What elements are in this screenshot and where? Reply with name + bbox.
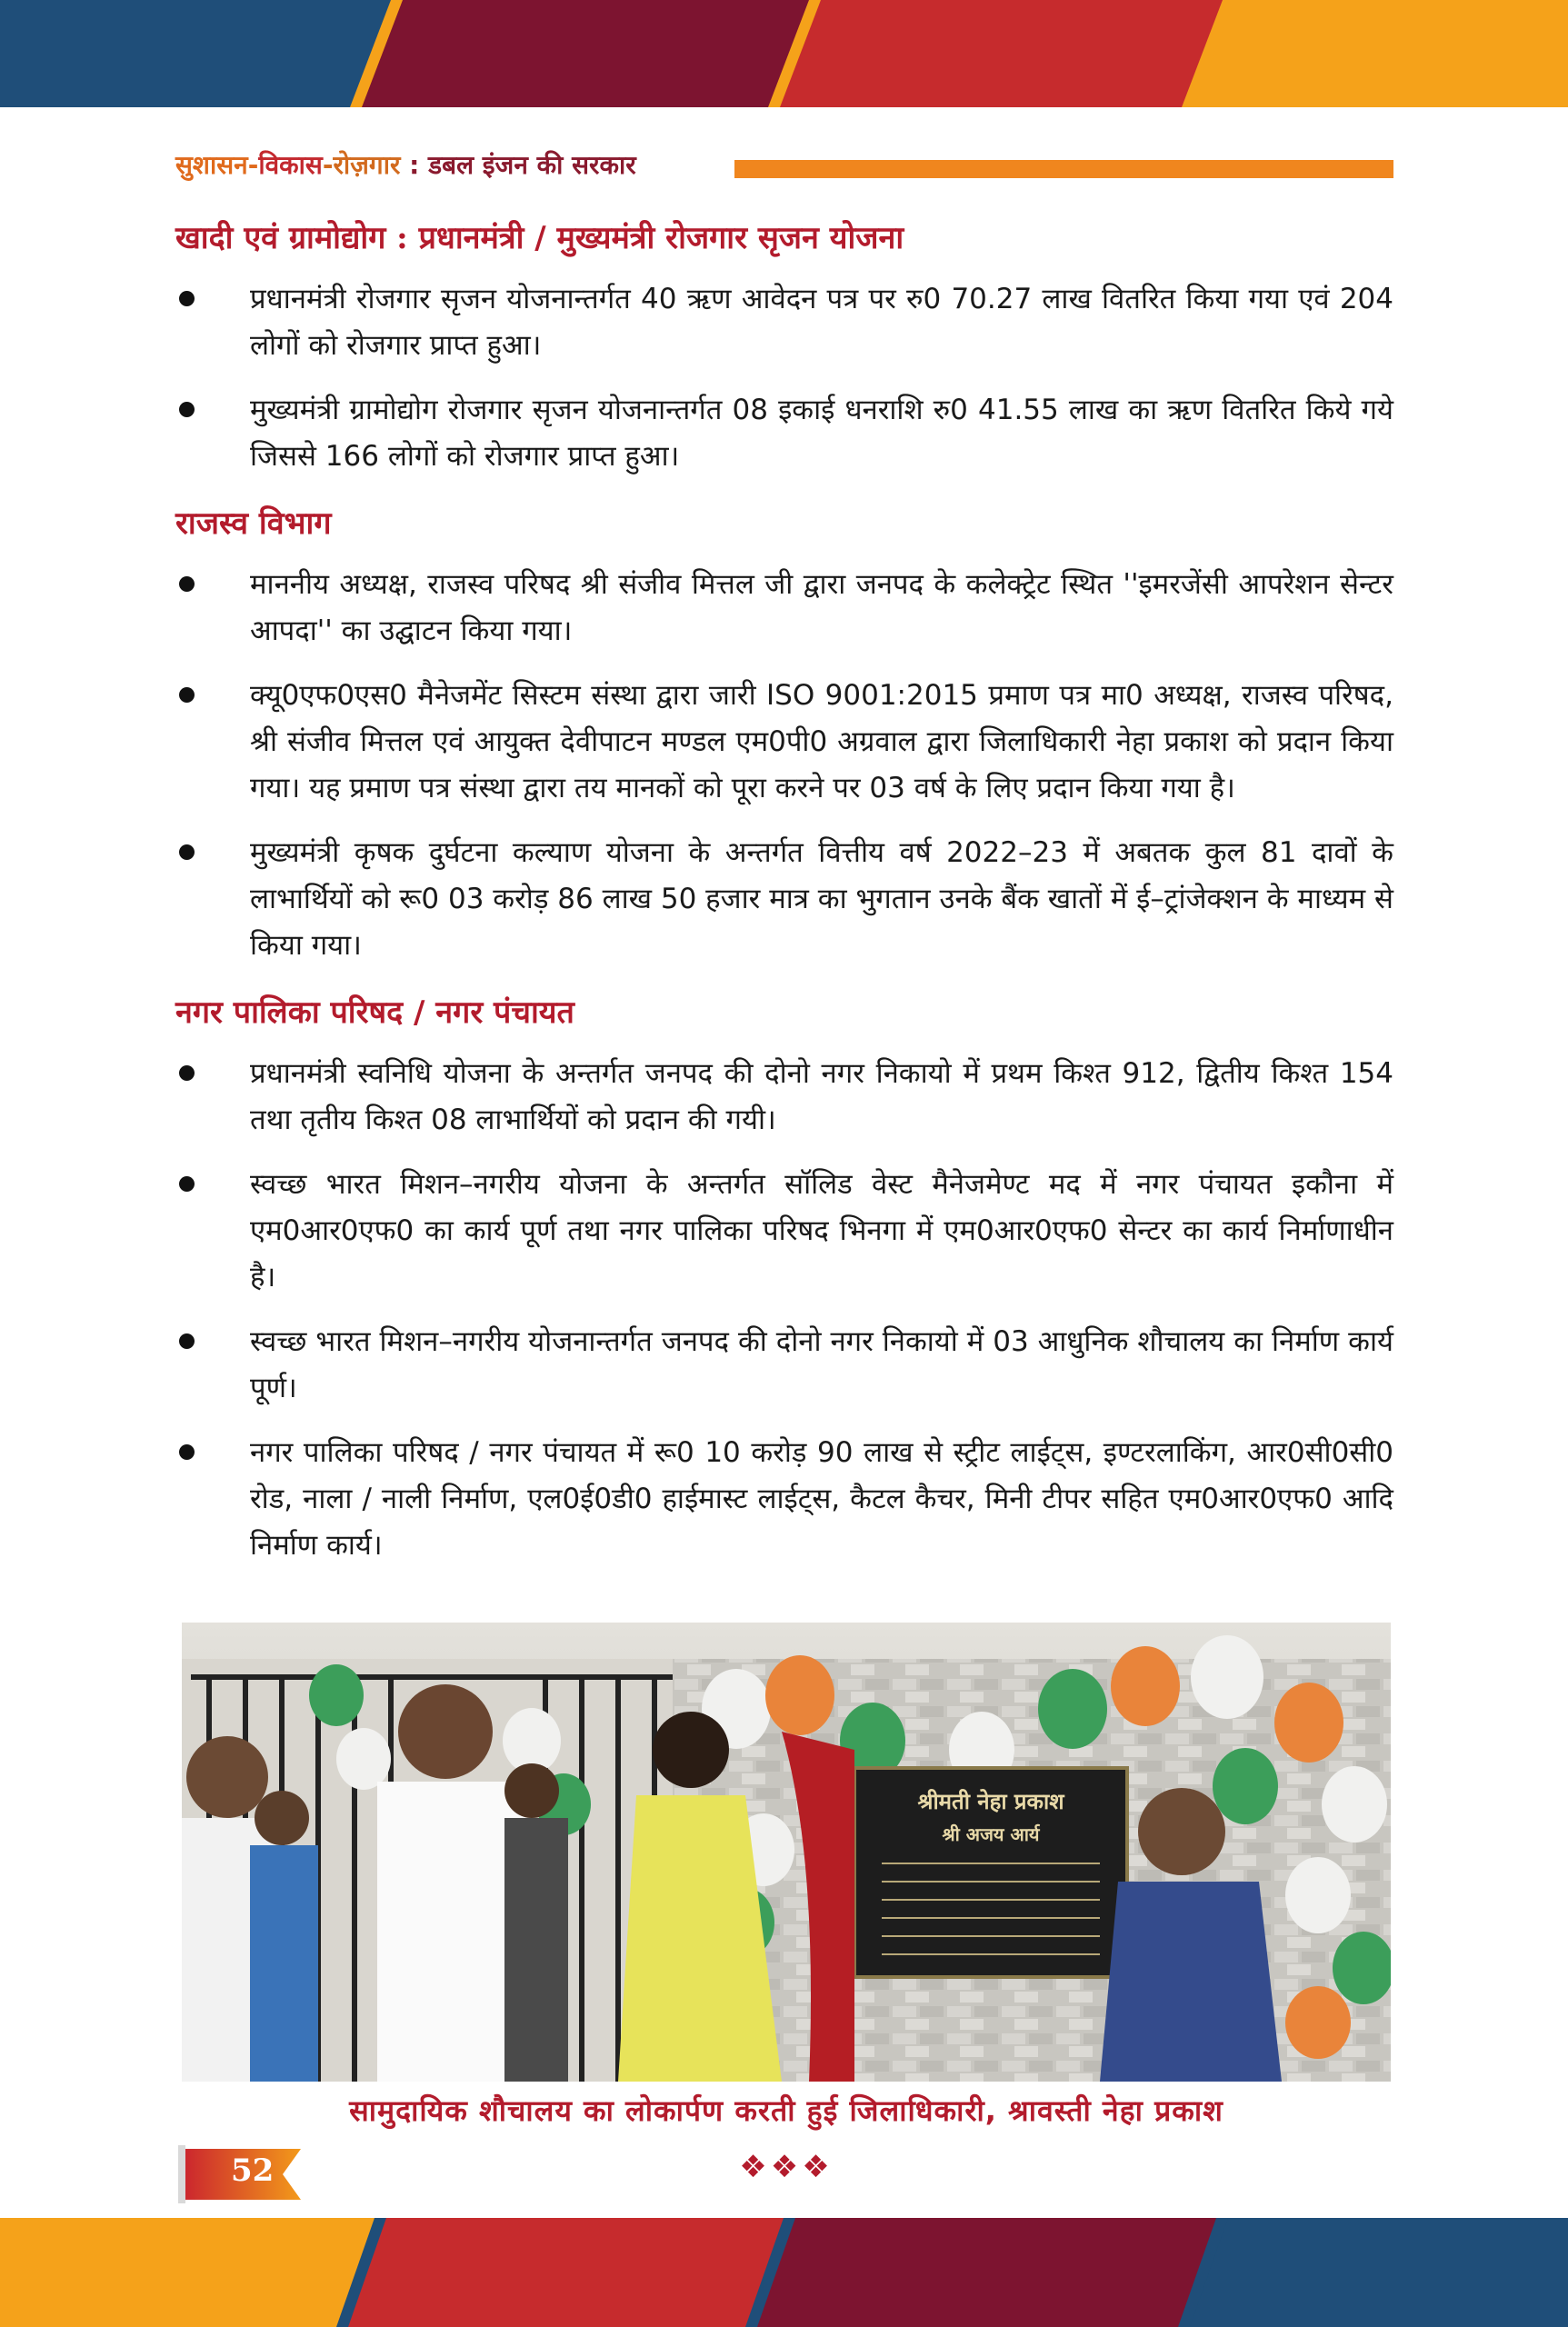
list-item-text: नगर पालिका परिषद / नगर पंचायत में रू0 10 करोड़ 90 लाख से स्ट्रीट लाईट्स, इण्टरलाकिंग, आर0सी0सी0 रोड, नाला / नाली निर्माण, एल0ई0डी0 हाईमास्ट लाईट्स, कैटल कैचर, मिनी टीपर सहित एम0आर0एफ0 आदि निर्माण कार्य। <box>250 1436 1393 1562</box>
list-item-text: स्वच्छ भारत मिशन–नगरीय योजना के अन्तर्गत सॉलिड वेस्ट मैनेजमेण्ट मद में नगर पंचायत इकौना में एम0आर0एफ0 का कार्य पूर्ण तथा नगर पालिका परिषद भिनगा में एम0आर0एफ0 सेन्टर का कार्य निर्माणाधीन है। <box>250 1168 1393 1293</box>
plaque-title: श्रीमती नेहा प्रकाश <box>917 1789 1064 1814</box>
list-item <box>175 673 1393 812</box>
bullet-icon <box>179 1444 195 1460</box>
bullet-icon <box>179 1176 195 1192</box>
photo-caption: सामुदायिक शौचालय का लोकार्पण करती हुई जिलाधिकारी, श्रावस्ती नेहा प्रकाश <box>349 2093 1223 2128</box>
bottom-color-band <box>0 2218 1568 2327</box>
bullet-list <box>175 1051 1393 1569</box>
bullet-icon <box>179 576 195 592</box>
bullet-list <box>175 276 1393 480</box>
plaque-subtitle: श्री अजय आर्य <box>942 1823 1040 1845</box>
list-item <box>175 1430 1393 1569</box>
bullet-icon <box>179 844 195 860</box>
bullet-icon <box>179 1333 195 1349</box>
running-head-text <box>175 147 636 182</box>
list-item <box>175 1051 1393 1144</box>
list-item-text: मुख्यमंत्री ग्रामोद्योग रोजगार सृजन योजनान्तर्गत 08 इकाई धनराशि रु0 41.55 लाख का ऋण वितरित किये गये जिससे 166 लोगों को रोजगार प्राप्त हुआ। <box>250 394 1393 473</box>
list-item-text: स्वच्छ भारत मिशन–नगरीय योजनान्तर्गत जनपद की दोनो नगर निकायो में 03 आधुनिक शौचालय का निर्माण कार्य पूर्ण। <box>250 1325 1393 1404</box>
list-item <box>175 1162 1393 1301</box>
bullet-icon <box>179 1065 195 1081</box>
running-head-part: -रोज़गार <box>322 150 401 180</box>
running-head-part: सुशासन- <box>175 150 259 180</box>
list-item <box>175 387 1393 480</box>
list-item <box>175 830 1393 969</box>
list-item-text: मुख्यमंत्री कृषक दुर्घटना कल्याण योजना के अन्तर्गत वित्तीय वर्ष 2022–23 में अबतक कुल 81 दावों के लाभार्थियों को रू0 03 करोड़ 86 लाख 50 हजार मात्र का भुगतान उनके बैंक खातों में ई–ट्रांजेक्शन के माध्यम से किया गया। <box>250 836 1393 962</box>
list-item <box>175 562 1393 654</box>
page-number: 52 <box>231 2152 275 2189</box>
list-item <box>175 276 1393 369</box>
list-item-text: माननीय अध्यक्ष, राजस्व परिषद श्री संजीव मित्तल जी द्वारा जनपद के कलेक्ट्रेट स्थित ''इमरजेंसी आपरेशन सेन्टर आपदा'' का उद्घाटन किया गया। <box>250 568 1393 647</box>
bullet-icon <box>179 402 195 417</box>
section-heading: खादी एवं ग्रामोद्योग : प्रधानमंत्री / मुख्यमंत्री रोजगार सृजन योजना <box>175 220 904 256</box>
section-heading: राजस्व विभाग <box>175 505 332 542</box>
list-item-text: प्रधानमंत्री स्वनिधि योजना के अन्तर्गत जनपद की दोनो नगर निकायो में प्रथम किश्त 912, द्वितीय किश्त 154 तथा तृतीय किश्त 08 लाभार्थियों को प्रदान की गयी। <box>250 1057 1393 1136</box>
running-head <box>175 145 1393 187</box>
page-number-tab <box>178 2145 324 2203</box>
bullet-icon <box>179 291 195 306</box>
list-item-text: प्रधानमंत्री रोजगार सृजन योजनान्तर्गत 40 ऋण आवेदन पत्र पर रु0 70.27 लाख वितरित किया गया एवं 204 लोगों को रोजगार प्राप्त हुआ। <box>250 283 1393 362</box>
running-head-rule <box>734 160 1393 178</box>
top-color-band <box>0 0 1568 109</box>
event-photo <box>182 1623 1391 2082</box>
list-item-text: क्यू0एफ0एस0 मैनेजमेंट सिस्टम संस्था द्वारा जारी ISO 9001:2015 प्रमाण पत्र मा0 अध्यक्ष, राजस्व परिषद, श्री संजीव मित्तल एवं आयुक्त देवीपाटन मण्डल एम0पी0 अग्रवाल द्वारा जिलाधिकारी नेहा प्रकाश को प्रदान किया गया। यह प्रमाण पत्र संस्था द्वारा तय मानकों को पूरा करने पर 03 वर्ष के लिए प्रदान किया गया है। <box>250 679 1393 804</box>
running-head-part: : डबल इंजन की सरकार <box>400 150 636 180</box>
ornament-divider: ❖❖❖ <box>739 2149 834 2185</box>
list-item <box>175 1319 1393 1412</box>
bullet-list <box>175 562 1393 969</box>
running-head-part: विकास <box>258 150 323 180</box>
bullet-icon <box>179 687 195 703</box>
main-content <box>175 216 1393 1587</box>
section-heading: नगर पालिका परिषद / नगर पंचायत <box>175 994 574 1031</box>
